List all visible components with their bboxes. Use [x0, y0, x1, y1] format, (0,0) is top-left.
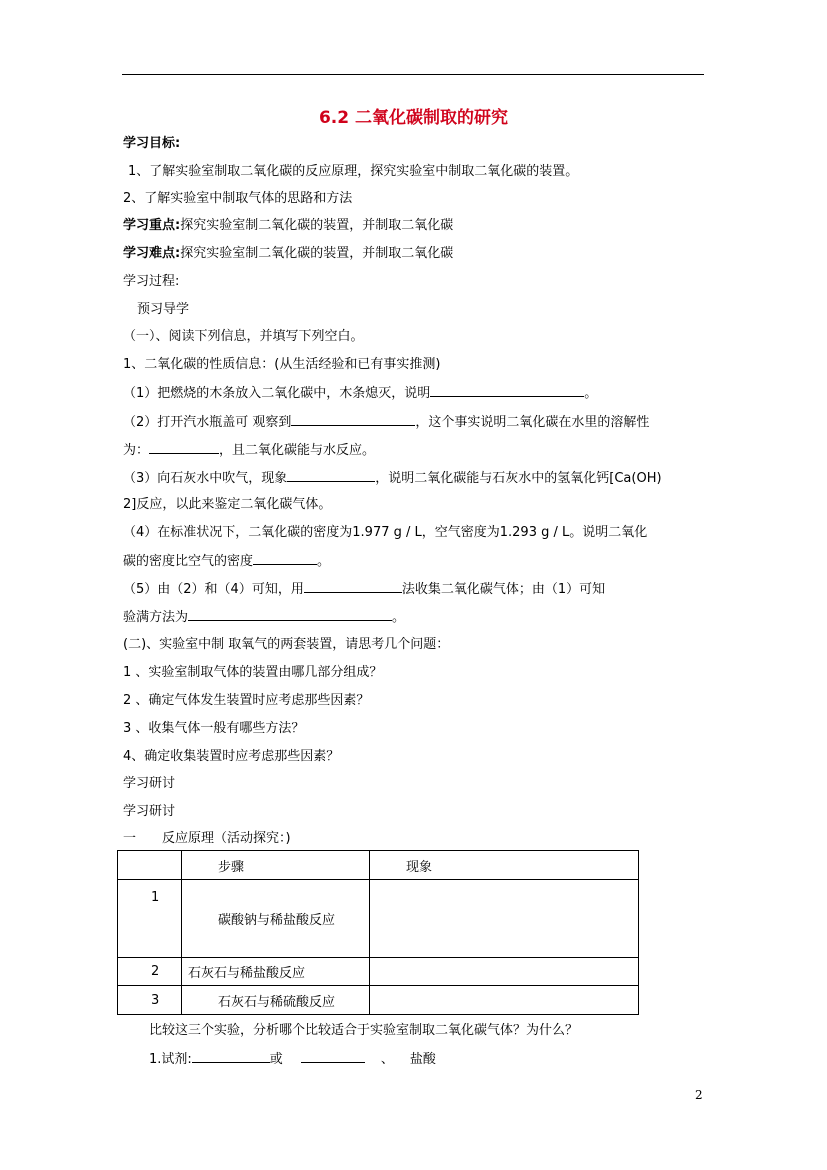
answer-blank-6[interactable]	[304, 580, 402, 593]
reagent-label: 1.试剂:	[149, 1052, 192, 1067]
question-3-text: （3）向石灰水中吹气，现象	[123, 471, 288, 486]
question-3-cont: 2]反应，以此来鉴定二氧化碳气体。	[123, 497, 332, 512]
question-5-cont	[123, 608, 405, 627]
question-1-text: （1）把燃烧的木条放入二氧化碳中，木条熄灭，说明	[123, 386, 431, 401]
table-cell-phenomenon[interactable]	[370, 880, 639, 958]
goals-heading: 学习目标:	[123, 136, 181, 151]
table-row	[118, 958, 639, 986]
table-cell-step: 石灰石与稀硫酸反应	[182, 986, 370, 1015]
question-4-cont	[123, 552, 330, 571]
answer-blank-2[interactable]	[291, 413, 415, 426]
preview-heading: 预习导学	[137, 302, 190, 317]
table-row	[118, 986, 639, 1015]
table-cell-num: 2	[118, 958, 182, 986]
question-2	[123, 413, 649, 432]
table-header-step: 步骤	[182, 851, 370, 880]
difficulty-point	[123, 245, 453, 263]
header-rule	[122, 74, 704, 75]
goal-item-2: 2、了解实验室中制取气体的思路和方法	[123, 191, 353, 206]
question-2-text-2: ，这个事实说明二氧化碳在水里的溶解性	[415, 415, 650, 430]
question-5-text-2: 法收集二氧化碳气体；由（1）可知	[401, 582, 606, 597]
table-cell-step: 石灰石与稀盐酸反应	[182, 958, 370, 986]
section-heading	[123, 830, 291, 848]
reagent-or: 或	[269, 1052, 283, 1067]
answer-blank-5[interactable]	[253, 552, 317, 565]
part2-question-3: 3 、收集气体一般有哪些方法？	[123, 721, 305, 736]
key-point-label: 学习重点:	[123, 218, 181, 233]
question-1	[123, 384, 597, 403]
section-number: 一	[123, 831, 137, 846]
table-cell-phenomenon[interactable]	[370, 986, 639, 1015]
goal-item-1: 1、了解实验室制取二氧化碳的反应原理，探究实验室中制取二氧化碳的装置。	[128, 164, 579, 179]
table-cell-num: 3	[118, 986, 182, 1015]
reagent-line	[149, 1050, 436, 1069]
reagent-blank-2[interactable]	[301, 1050, 365, 1063]
question-4-end: 。	[317, 554, 331, 569]
key-point-text: 探究实验室制二氧化碳的装置，并制取二氧化碳	[180, 218, 454, 233]
question-2-text: （2）打开汽水瓶盖可 观察到	[123, 415, 292, 430]
answer-blank-4[interactable]	[287, 469, 375, 482]
question-5-text: （5）由（2）和（4）可知，用	[123, 582, 304, 597]
question-2-cont	[123, 441, 375, 460]
table-cell-step: 碳酸钠与稀盐酸反应	[182, 880, 370, 958]
question-1-end: 。	[584, 386, 598, 401]
page-number: 2	[695, 1088, 703, 1102]
table-header-blank	[118, 851, 182, 880]
question-2-text-3: 为：	[123, 443, 150, 458]
section-label: 反应原理（活动探究：)	[162, 831, 291, 846]
question-3-text-2: ，说明二氧化碳能与石灰水中的氢氧化钙[Ca(OH)	[375, 471, 662, 486]
process-heading: 学习过程:	[123, 274, 180, 289]
part2-question-4: 4、确定收集装置时应考虑那些因素？	[123, 749, 340, 764]
question-3	[123, 469, 662, 488]
study-heading-2: 学习研讨	[123, 804, 176, 819]
table-cell-num: 1	[118, 880, 182, 958]
study-heading-1: 学习研讨	[123, 776, 176, 791]
part2-heading: (二)、实验室中制 取氧气的两套装置，请思考几个问题：	[123, 637, 450, 652]
part1-subheading: 1、二氧化碳的性质信息：(从生活经验和已有事实推测)	[123, 357, 441, 372]
part2-question-1: 1 、实验室制取气体的装置由哪几部分组成？	[123, 665, 383, 680]
answer-blank-1[interactable]	[430, 384, 584, 397]
table-cell-phenomenon[interactable]	[370, 958, 639, 986]
answer-blank-3[interactable]	[149, 441, 219, 454]
question-4: （4）在标准状况下，二氧化碳的密度为1.977 g / L，空气密度为1.293 g / L。说明二氧化	[123, 525, 648, 540]
question-2-text-4: ，且二氧化碳能与水反应。	[219, 443, 376, 458]
experiment-table	[117, 850, 639, 1015]
difficulty-label: 学习难点:	[123, 246, 181, 261]
question-4-text-2: 碳的密度比空气的密度	[123, 554, 254, 569]
reagent-blank-1[interactable]	[192, 1050, 270, 1063]
table-header-row	[118, 851, 639, 880]
key-point	[123, 217, 453, 235]
answer-blank-7[interactable]	[188, 608, 392, 621]
page-title: 6.2 二氧化碳制取的研究	[318, 108, 509, 128]
compare-question: 比较这三个实验，分析哪个比较适合于实验室制取二氧化碳气体？为什么？	[149, 1023, 579, 1038]
part2-question-2: 2 、确定气体发生装置时应考虑那些因素？	[123, 693, 370, 708]
table-header-phenomenon: 现象	[370, 851, 639, 880]
table-row	[118, 880, 639, 958]
part1-heading: （一）、阅读下列信息，并填写下列空白。	[123, 329, 364, 344]
question-5	[123, 580, 605, 599]
difficulty-text: 探究实验室制二氧化碳的装置，并制取二氧化碳	[180, 246, 454, 261]
question-5-text-3: 验满方法为	[123, 610, 189, 625]
question-5-end: 。	[392, 610, 406, 625]
reagent-acid: 盐酸	[409, 1052, 436, 1067]
reagent-separator: 、	[380, 1052, 394, 1067]
